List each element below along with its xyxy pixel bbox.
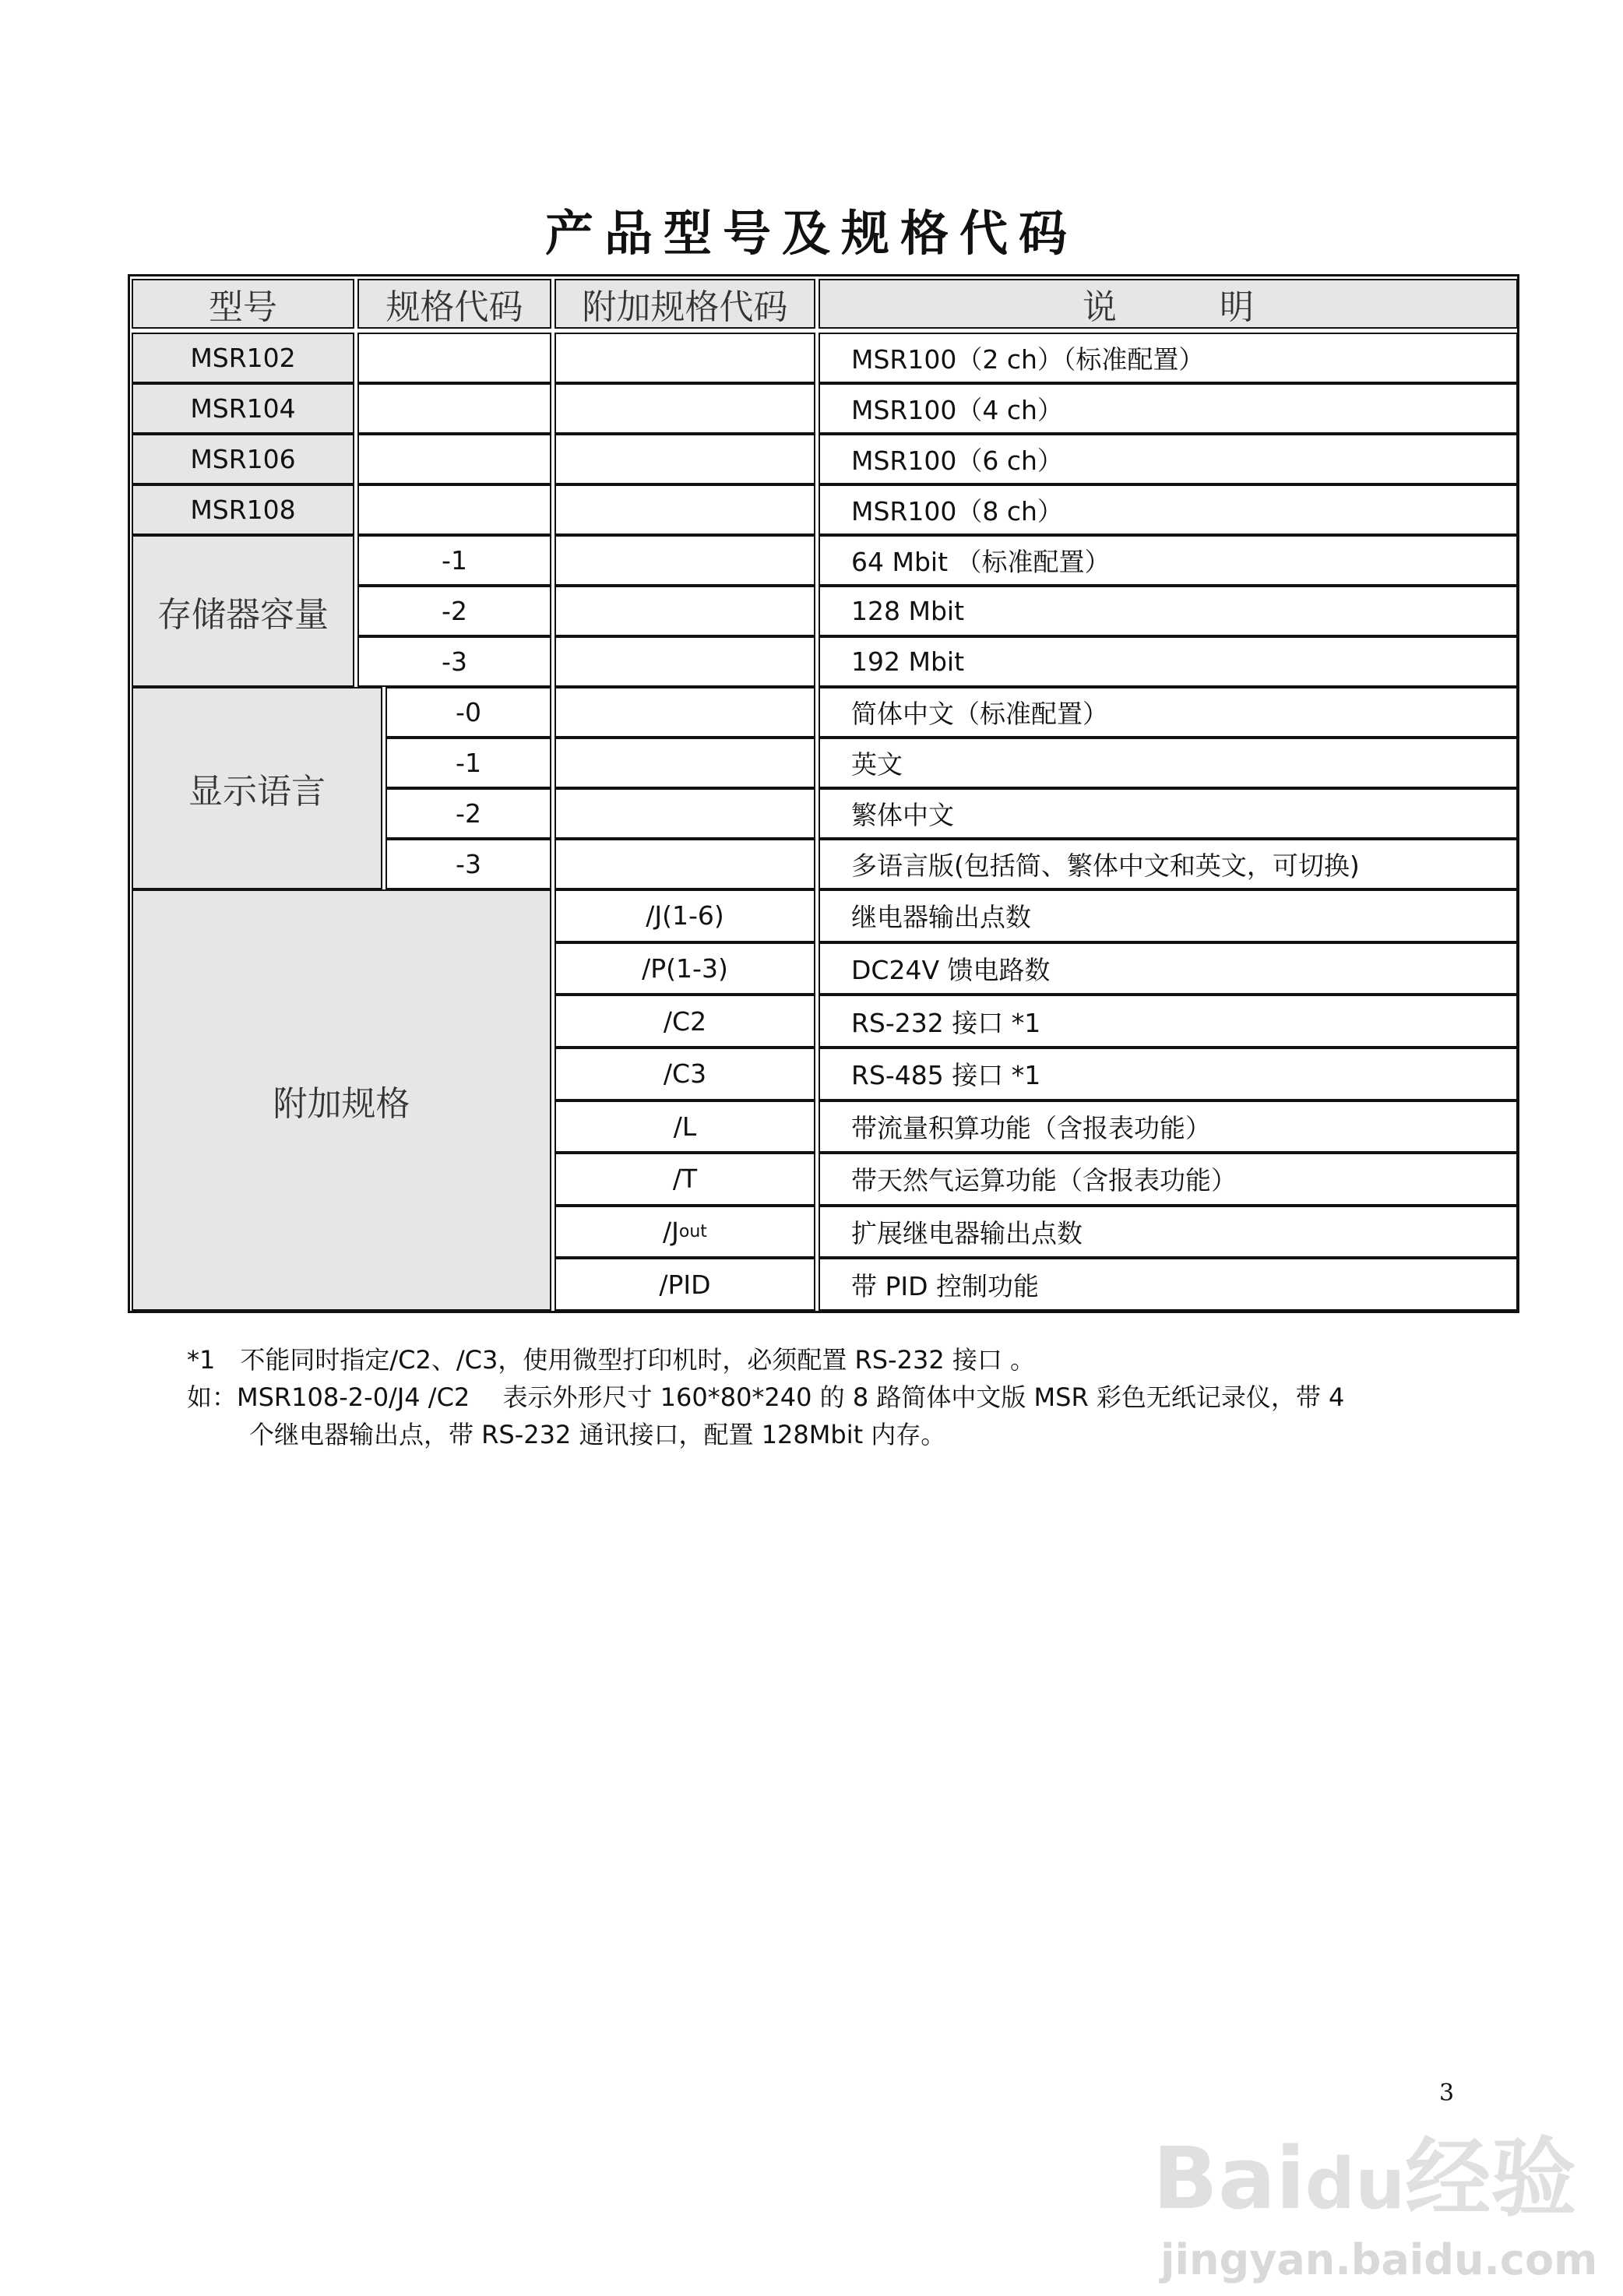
header-cell: 规格代码 bbox=[357, 279, 551, 329]
option-code-cell: /C2 bbox=[554, 995, 815, 1048]
model-cell: MSR108 bbox=[132, 484, 354, 535]
spec-code-cell: -2 bbox=[386, 788, 551, 839]
option-code-cell: /L bbox=[554, 1100, 815, 1153]
description-cell: 192 Mbit bbox=[819, 636, 1518, 687]
option-code-cell bbox=[554, 738, 815, 788]
spec-code-cell: -3 bbox=[357, 636, 551, 687]
model-cell: MSR104 bbox=[132, 383, 354, 434]
option-code-cell: /T bbox=[554, 1153, 815, 1206]
option-code-cell: /P(1-3) bbox=[554, 942, 815, 995]
option-code-cell bbox=[554, 484, 815, 535]
description-cell: 128 Mbit bbox=[819, 586, 1518, 636]
description-cell: MSR100（4 ch） bbox=[819, 383, 1518, 434]
spec-code-cell bbox=[357, 434, 551, 484]
header-cell: 说 明 bbox=[819, 279, 1518, 329]
model-cell: MSR106 bbox=[132, 434, 354, 484]
example-line-1: 如：MSR108-2-0/J4 /C2 表示外形尺寸 160*80*240 的 8 路简体中文版 MSR 彩色无纸记录仪，带 4 bbox=[187, 1382, 1345, 1412]
page-number: 3 bbox=[1439, 2079, 1455, 2107]
spec-code-cell bbox=[357, 383, 551, 434]
description-cell: MSR100（2 ch）（标准配置） bbox=[819, 333, 1518, 383]
option-code-cell bbox=[554, 788, 815, 839]
example-line-2: 个继电器输出点，带 RS-232 通讯接口，配置 128Mbit 内存。 bbox=[249, 1420, 946, 1449]
option-code-cell bbox=[554, 434, 815, 484]
description-cell: 继电器输出点数 bbox=[819, 889, 1518, 942]
group-label-memory: 存储器容量 bbox=[132, 535, 354, 687]
spec-code-cell: -0 bbox=[386, 687, 551, 738]
option-code-cell: /J(1-6) bbox=[554, 889, 815, 942]
option-code-cell: /PID bbox=[554, 1258, 815, 1311]
option-code-cell bbox=[554, 383, 815, 434]
option-code-cell: /J out bbox=[554, 1206, 815, 1259]
option-code-cell bbox=[554, 839, 815, 889]
description-cell: 扩展继电器输出点数 bbox=[819, 1206, 1518, 1259]
spec-code-cell bbox=[357, 484, 551, 535]
description-cell: 英文 bbox=[819, 738, 1518, 788]
description-cell: 简体中文（标准配置） bbox=[819, 687, 1518, 738]
description-cell: 带天然气运算功能（含报表功能） bbox=[819, 1153, 1518, 1206]
baidu-watermark-url: jingyan.baidu.com bbox=[1160, 2235, 1598, 2284]
option-code-cell bbox=[554, 535, 815, 586]
footnotes bbox=[187, 1341, 1597, 1453]
group-label-language: 显示语言 bbox=[132, 687, 382, 889]
model-cell: MSR102 bbox=[132, 333, 354, 383]
spec-code-cell: -1 bbox=[386, 738, 551, 788]
spec-code-table bbox=[128, 274, 1519, 1313]
option-code-cell bbox=[554, 636, 815, 687]
group-label-options: 附加规格 bbox=[132, 889, 551, 1311]
header-cell: 附加规格代码 bbox=[554, 279, 815, 329]
description-cell: RS-232 接口 *1 bbox=[819, 995, 1518, 1048]
description-cell: 带 PID 控制功能 bbox=[819, 1258, 1518, 1311]
description-cell: DC24V 馈电路数 bbox=[819, 942, 1518, 995]
baidu-watermark-logo: Baidu经验 bbox=[1153, 2129, 1577, 2228]
description-cell: 多语言版(包括简、繁体中文和英文，可切换) bbox=[819, 839, 1518, 889]
description-cell: 繁体中文 bbox=[819, 788, 1518, 839]
option-code-cell: /C3 bbox=[554, 1048, 815, 1100]
spec-code-cell bbox=[357, 333, 551, 383]
option-code-cell bbox=[554, 687, 815, 738]
description-cell: 带流量积算功能（含报表功能） bbox=[819, 1100, 1518, 1153]
description-cell: 64 Mbit （标准配置） bbox=[819, 535, 1518, 586]
description-cell: MSR100（6 ch） bbox=[819, 434, 1518, 484]
page-title: 产品型号及规格代码 bbox=[544, 205, 1078, 262]
spec-code-cell: -3 bbox=[386, 839, 551, 889]
header-cell: 型号 bbox=[132, 279, 354, 329]
spec-code-cell: -2 bbox=[357, 586, 551, 636]
option-code-cell bbox=[554, 333, 815, 383]
option-code-cell bbox=[554, 586, 815, 636]
description-cell: RS-485 接口 *1 bbox=[819, 1048, 1518, 1100]
subscript: out bbox=[678, 1222, 707, 1242]
footnote-1: *1 不能同时指定/C2、/C3，使用微型打印机时，必须配置 RS-232 接口 。 bbox=[187, 1345, 1036, 1375]
spec-code-cell: -1 bbox=[357, 535, 551, 586]
description-cell: MSR100（8 ch） bbox=[819, 484, 1518, 535]
